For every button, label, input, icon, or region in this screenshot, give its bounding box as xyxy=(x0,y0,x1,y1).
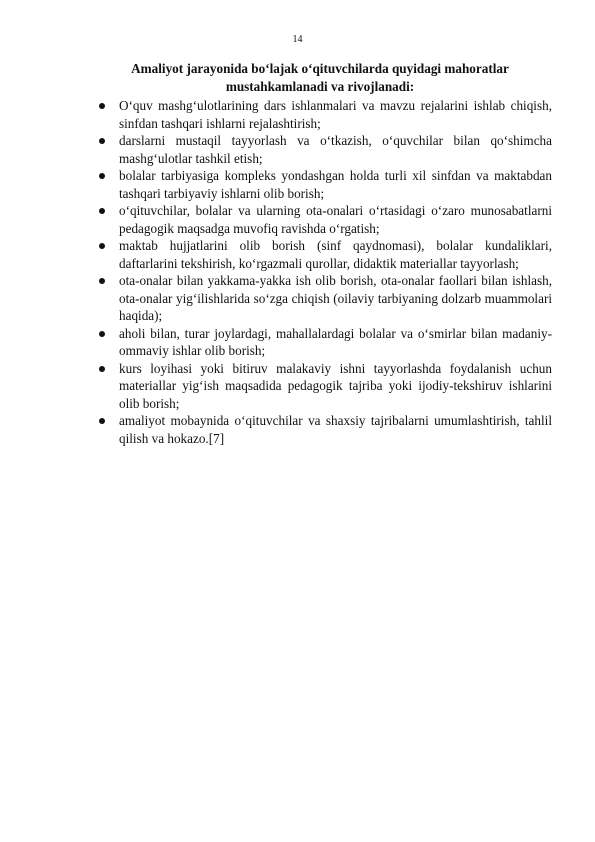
list-item-text: O‘quv mashg‘ulotlarining dars ishlanmalari va mavzu rejalarini ishlab chiqish, sinfdan tashqari ishlarni rejalashtirish; xyxy=(119,98,552,131)
bullet-icon xyxy=(99,103,105,109)
list-item-text: kurs loyihasi yoki bitiruv malakaviy ishni tayyorlashda foydalanish uchun materiallar yig‘ish maqsadida pedagogik tajriba yoki ijodiy-tekshiruv ishlarini olib borish; xyxy=(119,360,552,411)
bullet-list xyxy=(97,97,552,447)
list-item xyxy=(97,202,552,237)
list-item xyxy=(97,325,552,360)
page-number: 14 xyxy=(292,34,303,45)
heading-line-2: mustahkamlanadi va rivojlanadi: xyxy=(225,78,415,94)
list-item xyxy=(97,237,552,272)
section-heading xyxy=(110,60,530,95)
bullet-icon xyxy=(99,138,105,144)
list-item xyxy=(97,272,552,325)
bullet-icon xyxy=(99,208,105,214)
list-item xyxy=(97,132,552,167)
list-item-text: amaliyot mobaynida o‘qituvchilar va shaxsiy tajribalarni umumlashtirish, tahlil qilish va hokazo.[7] xyxy=(119,413,552,446)
list-item xyxy=(97,412,552,447)
list-item-text: bolalar tarbiyasiga kompleks yondashgan holda turli xil sinfdan va maktabdan tashqari tarbiyaviy ishlarni olib borish; xyxy=(119,168,552,201)
bullet-icon xyxy=(99,331,105,337)
list-item xyxy=(97,97,552,132)
bullet-icon xyxy=(99,418,105,424)
bullet-icon xyxy=(99,366,105,372)
bullet-icon xyxy=(99,243,105,249)
list-item-text: darslarni mustaqil tayyorlash va o‘tkazish, o‘quvchilar bilan qo‘shimcha mashg‘ulotlar tashkil etish; xyxy=(119,133,552,166)
list-item xyxy=(97,360,552,413)
list-item-text: o‘qituvchilar, bolalar va ularning ota-onalari o‘rtasidagi o‘zaro munosabatlarni pedagogik maqsadga muvofiq ravishda o‘rgatish; xyxy=(119,203,552,236)
list-item xyxy=(97,167,552,202)
list-item-text: ota-onalar bilan yakkama-yakka ish olib borish, ota-onalar faollari bilan ishlash, ota-onalar yig‘ilishlarida so‘zga chiqish (oilaviy tarbiyaning dolzarb muammolari haqida); xyxy=(119,273,552,323)
bullet-icon xyxy=(99,278,105,284)
heading-line-1: Amaliyot jarayonida bo‘lajak o‘qituvchilarda quyidagi mahoratlar xyxy=(131,61,509,76)
list-item-text: aholi bilan, turar joylardagi, mahallalardagi bolalar va o‘smirlar bilan madaniy-ommaviy ishlar olib borish; xyxy=(119,325,552,358)
bullet-icon xyxy=(99,173,105,179)
list-item-text: maktab hujjatlarini olib borish (sinf qaydnomasi), bolalar kundaliklari, daftarlarini tekshirish, ko‘rgazmali qurollar, didaktik materiallar tayyorlash; xyxy=(119,238,552,271)
